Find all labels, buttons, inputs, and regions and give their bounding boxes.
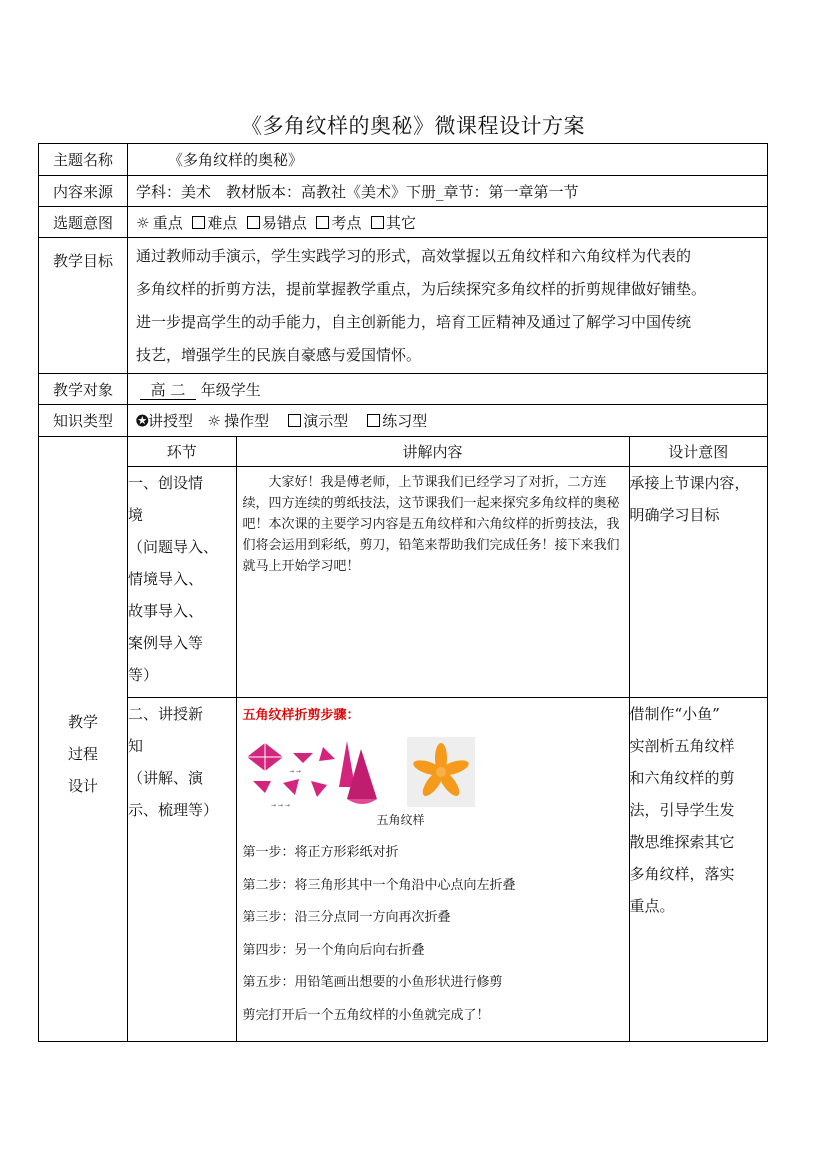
stage-line: 境 [128,506,144,524]
process-label-line: 过程 [67,745,98,763]
stage-line: 案例导入等 [128,634,204,652]
intent-line: 承接上节课内容， [629,474,750,492]
header-intent: 设计意图 [629,437,767,467]
type-label: 知识类型 [39,405,128,437]
goal-text [128,238,768,374]
steps-list [237,837,629,1032]
step-item: 第一步：将正方形彩纸对折 [242,845,399,860]
stage-line: 二、讲授新 [128,705,204,723]
option-hard: 难点 [207,213,238,232]
process-table [128,437,767,1041]
goal-line: 多角纹样的折剪方法，提前掌握教学重点，为后续探究多角纹样的折剪规律做好铺垫。 [136,280,707,298]
row-intent [39,207,768,238]
stage1-intent [629,467,767,698]
row-type [39,405,768,437]
stage1-name [128,467,236,698]
source-value: 学科：美术 教材版本：高教社《美术》下册_章节：第一章第一节 [128,176,768,207]
intent-options [128,207,768,238]
option-operate: 操作型 [224,412,270,430]
stage2-content [236,698,629,1041]
row-process [39,437,768,1042]
checkbox-icon [288,414,301,427]
intent-line: 法，引导学生发 [629,801,735,819]
intent-line: 实剖析五角纹样 [629,737,735,755]
checkbox-icon [247,216,260,229]
stage-line: 等） [128,666,159,684]
checkbox-icon [367,414,380,427]
process-header [128,437,767,467]
row-goal [39,238,768,374]
document-title: 《多角纹样的奥秘》微课程设计方案 [241,114,585,138]
stage-line: 情境导入、 [128,570,204,588]
sun-bullet-icon: ☼ [207,412,221,430]
lecture-text: 大家好！我是傅老师，上节课我们已经学习了对折，二方连续，四方连续的剪纸技法，这节课我们一起来探究多角纹样的奥秘吧！本次课的主要学习内容是五角纹样和六角纹样的折剪技法，我们将会运用到彩纸，剪刀，铅笔来帮助我们完成任务！接下来我们就马上开始学习吧！ [242,475,620,574]
step-item: 第五步：用铅笔画出想要的小鱼形状进行修剪 [242,975,503,990]
goal-line: 通过教师动手演示，学生实践学习的形式，高效掌握以五角纹样和六角纹样为代表的 [136,247,692,265]
steps-heading: 五角纹样折剪步骤： [242,708,360,723]
header-stage: 环节 [128,437,236,467]
image-caption: 五角纹样 [376,813,425,827]
radio-selected-icon: ✪ [136,412,149,430]
option-other: 其它 [386,213,417,232]
checkbox-icon [316,216,329,229]
step-item: 第四步：另一个角向后向右折叠 [242,942,425,958]
option-lecture: 讲授型 [148,412,194,430]
audience-label: 教学对象 [39,374,128,405]
option-practice: 练习型 [382,412,428,430]
process-label [39,437,128,1042]
step-item: 剪完打开后一个五角纹样的小鱼就完成了！ [242,1007,490,1023]
intent-line: 借制作“小鱼” [629,705,720,723]
topic-value: 《多角纹样的奥秘》 [128,144,768,176]
type-options [128,405,768,437]
process-label-line: 设计 [67,777,98,795]
goal-line: 进一步提高学生的动手能力，自主创新能力，培育工匠精神及通过了解学习中国传统 [136,313,692,331]
step-item: 第二步：将三角形其中一个角沿中心点向左折叠 [242,877,516,893]
intent-line: 明确学习目标 [629,506,720,524]
stage2-name [128,698,236,1041]
stage1-content [236,467,629,698]
intent-line: 和六角纹样的剪 [629,769,735,787]
stage2-row [128,698,767,1041]
stage-line: （讲解、演 [128,769,204,787]
intent-line: 重点。 [629,897,675,915]
audience-value [128,374,768,405]
option-error: 易错点 [261,213,307,232]
checkbox-icon [192,216,205,229]
intent-line: 多角纹样，落实 [629,865,735,883]
intent-line: 散思维探索其它 [629,833,735,851]
fish-pattern-icon [407,737,475,807]
stage2-intent [629,698,767,1041]
goal-line: 技艺，增强学生的民族自豪感与爱国情怀。 [136,346,422,364]
step-item: 第三步：沿三分点同一方向再次折叠 [242,910,451,925]
stage-line: 故事导入、 [128,602,204,620]
option-demo: 演示型 [303,412,349,430]
goal-label: 教学目标 [39,238,128,374]
source-label: 内容来源 [39,176,128,207]
header-content: 讲解内容 [236,437,629,467]
process-cell [128,437,768,1042]
row-audience [39,374,768,405]
option-exam: 考点 [331,213,362,232]
option-key: 重点 [152,213,183,232]
stage-line: 一、创设情 [128,474,204,492]
folding-diagram-icon [243,739,393,811]
svg-text:→ →: → → [288,768,301,775]
grade-suffix: 年级学生 [200,380,261,399]
row-source [39,176,768,207]
stage-line: 知 [128,737,144,755]
topic-label: 主题名称 [39,144,128,176]
stage1-row [128,467,767,698]
grade-value: 高 二 [140,381,196,400]
stage-line: （问题导入、 [128,538,219,556]
row-topic [39,144,768,176]
illustrations [237,723,629,829]
checkbox-icon [371,216,384,229]
plan-table [38,143,768,1042]
intent-label: 选题意图 [39,207,128,238]
sun-bullet-icon: ☼ [136,213,150,232]
process-label-line: 教学 [67,713,98,731]
svg-text:→ → →: → → → [270,802,290,809]
stage-line: 示、梳理等） [128,801,219,819]
